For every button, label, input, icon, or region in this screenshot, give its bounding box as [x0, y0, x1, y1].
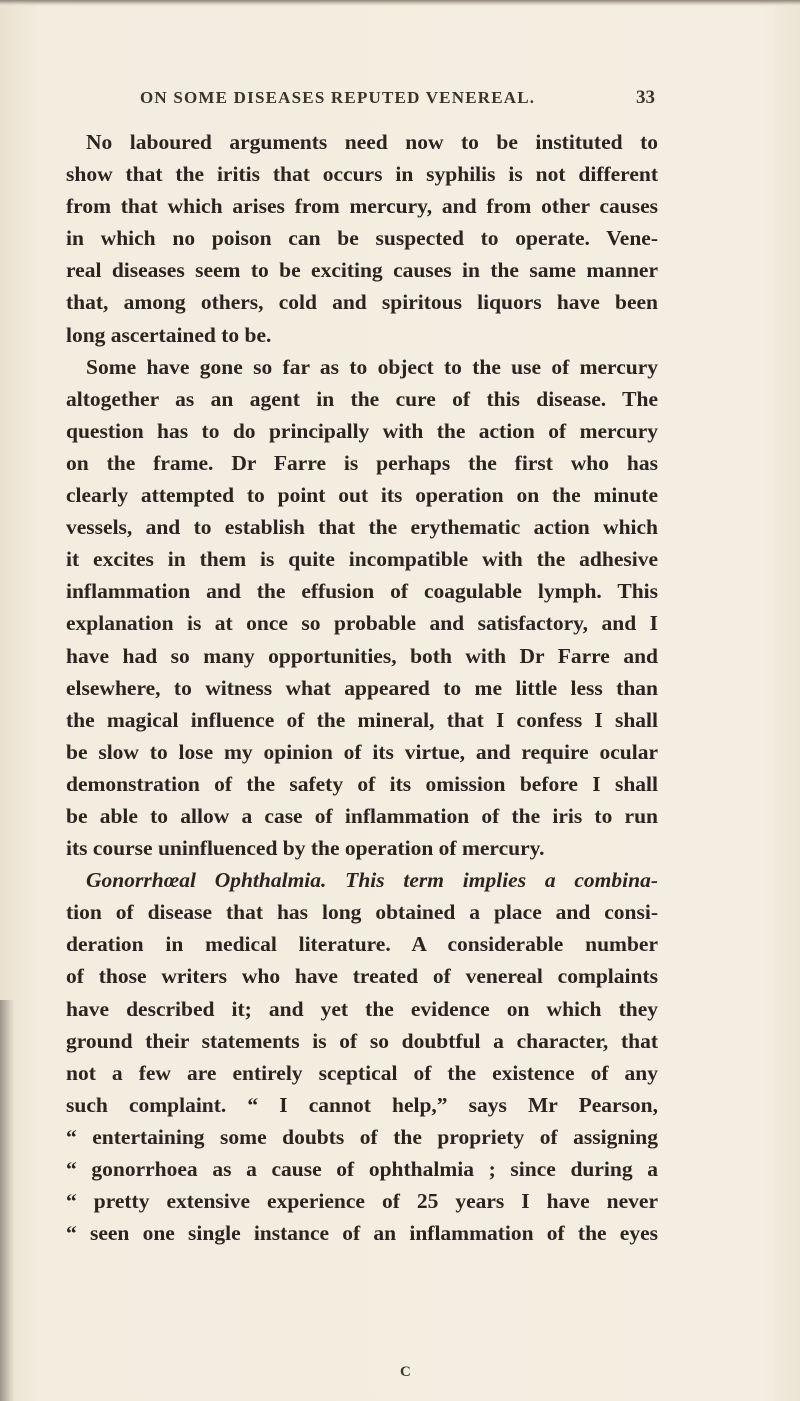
text-line: tion of disease that has long obtained a place and consi-: [66, 900, 658, 925]
text-line: have described it; and yet the evidence on which they: [66, 996, 658, 1021]
text-line: be able to allow a case of inflammation of the iris to run: [66, 803, 658, 828]
text-line: No laboured arguments need now to be instituted to: [86, 130, 658, 154]
text-line: of those writers who have treated of venereal complaints: [66, 964, 658, 989]
text-line: demonstration of the safety of its omission before I shall: [66, 771, 658, 796]
text-line: have had so many opportunities, both with Dr Farre and: [66, 643, 658, 668]
text-line: its course uninfluenced by the operation of mercury.: [66, 836, 545, 861]
text-line: vessels, and to establish that the erythematic action which: [66, 515, 658, 540]
page-top-edge: [0, 0, 800, 6]
text-line: on the frame. Dr Farre is perhaps the first who has: [66, 450, 658, 475]
text-line: from that which arises from mercury, and from other causes: [66, 194, 658, 219]
text-line: deration in medical literature. A considerable number: [66, 932, 658, 957]
page-gutter-shadow: [0, 1000, 14, 1401]
text-line: that, among others, cold and spiritous liquors have been: [66, 290, 658, 315]
page-header: [140, 88, 655, 114]
text-line: real diseases seem to be exciting causes in the same manner: [66, 258, 658, 283]
quote-line: “ pretty extensive experience of 25 years I have never: [66, 1189, 658, 1214]
body-text: [66, 126, 658, 1249]
page-number: 33: [636, 87, 655, 108]
text-line: inflammation and the effusion of coagulable lymph. This: [66, 579, 658, 604]
section-heading-line: Gonorrhœal Ophthalmia. This term implies a combina-: [86, 868, 658, 893]
quote-line: “ seen one single instance of an inflammation of the eyes: [66, 1221, 658, 1246]
text-line: ground their statements is of so doubtful a character, that: [66, 1028, 658, 1053]
text-line: clearly attempted to point out its operation on the minute: [66, 483, 658, 508]
text-line: be slow to lose my opinion of its virtue, and require ocular: [66, 739, 658, 764]
quote-line: “ entertaining some doubts of the propriety of assigning: [66, 1124, 658, 1149]
text-line: such complaint. “ I cannot help,” says Mr Pearson,: [66, 1092, 658, 1117]
text-line: explanation is at once so probable and satisfactory, and I: [66, 611, 658, 636]
text-line: elsewhere, to witness what appeared to me little less than: [66, 675, 658, 700]
signature-mark: C: [400, 1364, 411, 1380]
text-line: it excites in them is quite incompatible with the adhesive: [66, 547, 658, 572]
text-line: not a few are entirely sceptical of the existence of any: [66, 1060, 658, 1085]
text-line: Some have gone so far as to object to the use of mercury: [86, 354, 658, 379]
quote-line: “ gonorrhoea as a cause of ophthalmia ; since during a: [66, 1157, 658, 1181]
text-line: question has to do principally with the action of mercury: [66, 418, 658, 443]
running-title: ON SOME DISEASES REPUTED VENEREAL.: [140, 88, 536, 107]
text-line: altogether as an agent in the cure of this disease. The: [66, 386, 658, 411]
text-line: in which no poison can be suspected to operate. Vene-: [66, 226, 658, 251]
text-line: show that the iritis that occurs in syphilis is not different: [66, 162, 658, 187]
text-line: the magical influence of the mineral, that I confess I shall: [66, 707, 658, 732]
text-line: long ascertained to be.: [66, 322, 272, 347]
